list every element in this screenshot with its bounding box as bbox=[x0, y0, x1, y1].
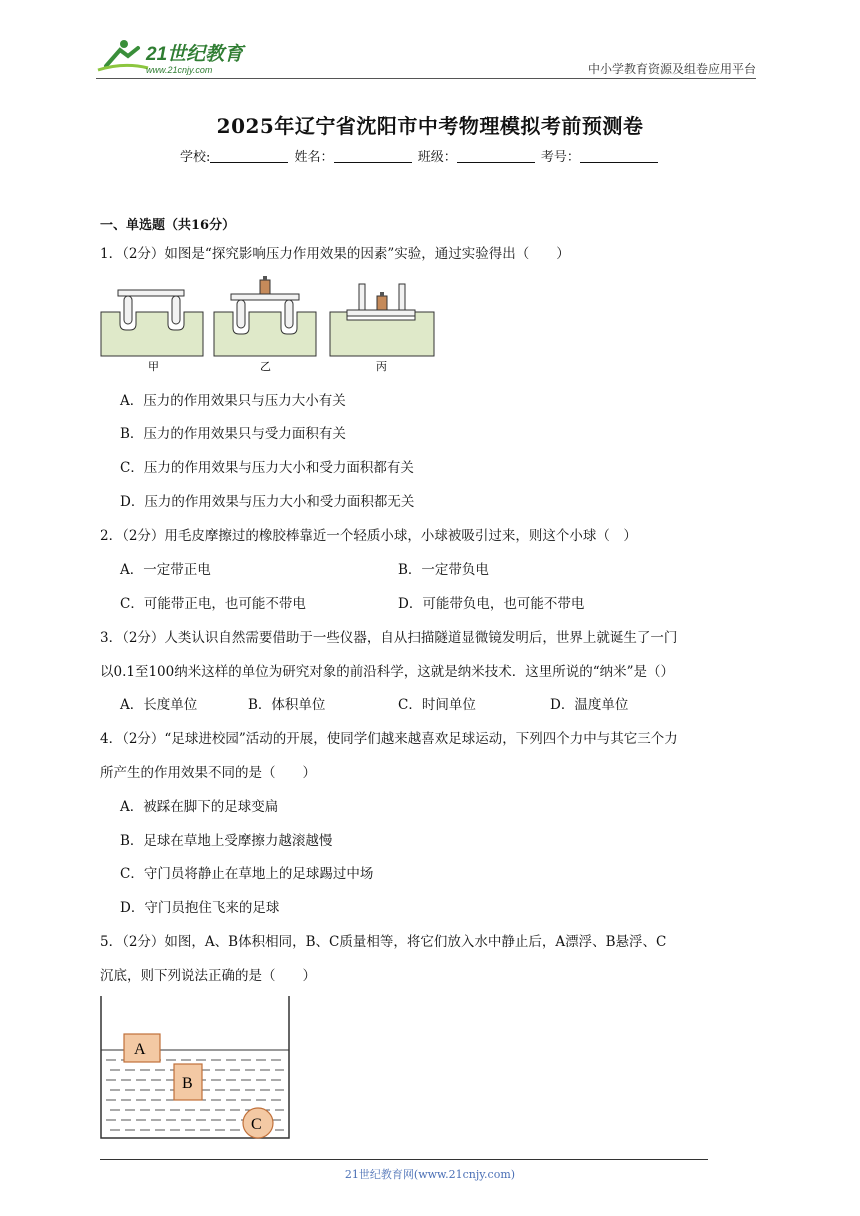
exam-no-field[interactable] bbox=[580, 150, 658, 163]
name-field[interactable] bbox=[334, 150, 412, 163]
question-2-stem: 2．（2分）用毛皮摩擦过的橡胶棒靠近一个轻质小球，小球被吸引过来，则这个小球（ ） bbox=[100, 528, 637, 544]
name-label: 姓名： bbox=[294, 150, 334, 165]
figure-label-jia: 甲 bbox=[148, 360, 159, 373]
question-4-option-d[interactable]: D．守门员抱住飞来的足球 bbox=[120, 900, 280, 916]
logo-url: www.21cnjy.com bbox=[146, 65, 213, 75]
logo-icon bbox=[94, 36, 264, 78]
site-logo bbox=[94, 36, 264, 78]
question-3-option-c[interactable]: C．时间单位 bbox=[398, 697, 476, 713]
question-1-option-d[interactable]: D．压力的作用效果与压力大小和受力面积都无关 bbox=[120, 494, 415, 510]
page-title: 2025年辽宁省沈阳市中考物理模拟考前预测卷 bbox=[216, 114, 644, 138]
question-3-stem-line-1: 3．（2分）人类认识自然需要借助于一些仪器，自从扫描隧道显微镜发明后，世界上就诞生了一门 bbox=[100, 630, 678, 646]
question-3-stem-line-2: 以0.1至100纳米这样的单位为研究对象的前沿科学，这就是纳米技术．这里所说的“纳米”是（） bbox=[100, 664, 675, 680]
figure-panel-jia bbox=[101, 290, 203, 373]
school-label: 学校: bbox=[180, 150, 211, 165]
question-2-option-b[interactable]: B．一定带负电 bbox=[398, 562, 489, 578]
question-1-option-c[interactable]: C．压力的作用效果与压力大小和受力面积都有关 bbox=[120, 460, 414, 476]
school-field[interactable] bbox=[210, 150, 288, 163]
question-5-stem-line-2: 沉底，则下列说法正确的是（ ） bbox=[100, 968, 316, 984]
question-1-option-b[interactable]: B．压力的作用效果只与受力面积有关 bbox=[120, 426, 346, 442]
question-3-option-b[interactable]: B．体积单位 bbox=[248, 697, 326, 713]
question-4-option-a[interactable]: A．被踩在脚下的足球变扁 bbox=[120, 799, 279, 815]
footer-link[interactable]: 21世纪教育网(www.21cnjy.com) bbox=[344, 1168, 516, 1181]
question-5-stem-line-1: 5．（2分）如图，A、B体积相同，B、C质量相等，将它们放入水中静止后，A漂浮、B悬浮、C bbox=[100, 934, 667, 950]
figure-panel-yi bbox=[214, 276, 316, 373]
ball-c-label: C bbox=[251, 1116, 262, 1133]
question-4-stem-line-1: 4．（2分）“足球进校园”活动的开展，使同学们越来越喜欢足球运动，下列四个力中与其它三个力 bbox=[100, 731, 678, 747]
figure-label-yi: 乙 bbox=[260, 360, 271, 373]
block-b-label: B bbox=[182, 1075, 193, 1092]
question-1-figure bbox=[100, 272, 440, 380]
figure-panel-bing bbox=[330, 284, 434, 373]
block-a-label: A bbox=[134, 1041, 146, 1058]
logo-text: 21世纪教育 bbox=[146, 44, 244, 65]
question-5-figure bbox=[98, 994, 294, 1146]
question-4-option-c[interactable]: C．守门员将静止在草地上的足球踢过中场 bbox=[120, 866, 374, 882]
question-2-option-d[interactable]: D．可能带负电，也可能不带电 bbox=[398, 596, 585, 612]
platform-label: 中小学教育资源及组卷应用平台 bbox=[587, 62, 756, 76]
exam-no-label: 考号： bbox=[540, 150, 580, 165]
question-3-option-a[interactable]: A．长度单位 bbox=[120, 697, 198, 713]
question-2-option-c[interactable]: C．可能带正电，也可能不带电 bbox=[120, 596, 306, 612]
footer-divider bbox=[100, 1159, 708, 1160]
class-field[interactable] bbox=[457, 150, 535, 163]
question-1-option-a[interactable]: A．压力的作用效果只与压力大小有关 bbox=[120, 393, 346, 409]
question-1-stem: 1．（2分）如图是“探究影响压力作用效果的因素”实验，通过实验得出（ ） bbox=[100, 246, 570, 262]
question-4-option-b[interactable]: B．足球在草地上受摩擦力越滚越慢 bbox=[120, 833, 333, 849]
question-3-option-d[interactable]: D．温度单位 bbox=[550, 697, 629, 713]
question-2-option-a[interactable]: A．一定带正电 bbox=[120, 562, 211, 578]
class-label: 班级： bbox=[417, 150, 457, 165]
figure-label-bing: 丙 bbox=[376, 360, 387, 373]
question-4-stem-line-2: 所产生的作用效果不同的是（ ） bbox=[100, 765, 316, 781]
section-heading: 一、单选题（共16分） bbox=[100, 218, 236, 233]
student-info bbox=[180, 146, 660, 165]
header-divider bbox=[96, 78, 756, 79]
